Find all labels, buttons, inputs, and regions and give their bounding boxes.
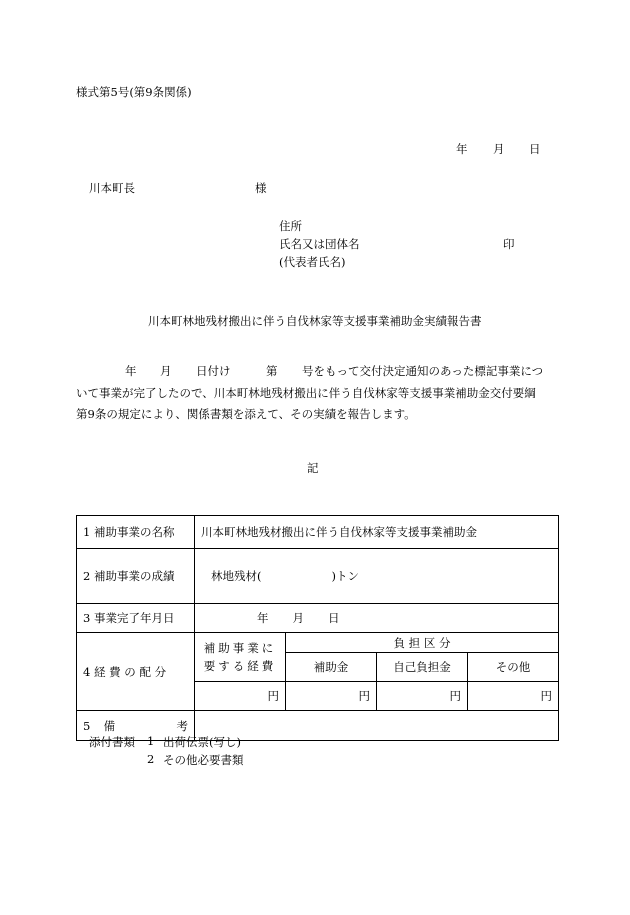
form-number: 様式第5号(第9条関係) (76, 85, 192, 99)
subheader-self-burden: 自己負担金 (377, 653, 468, 682)
body-no-prefix: 第 (266, 364, 278, 378)
subsidy-unit: 円 (286, 682, 377, 711)
body-month: 月 (160, 364, 172, 378)
row2-label: 2 補助事業の成績 (77, 549, 195, 604)
subheader-other: その他 (468, 653, 559, 682)
cost-header-line1: 補助事業に (203, 641, 277, 655)
attachment-1-text: 出荷伝票(写し) (163, 735, 241, 749)
row2-value (195, 549, 559, 604)
burden-header: 負 担 区 分 (286, 633, 559, 653)
body-day: 日付け (196, 364, 231, 378)
subheader-subsidy: 補助金 (286, 653, 377, 682)
row1-label: 1 補助事業の名称 (77, 516, 195, 549)
row5-text2: 考 (176, 718, 188, 733)
row2-value-prefix: 林地残材( (211, 569, 262, 583)
other-unit: 円 (468, 682, 559, 711)
attachment-2-num: 2 (147, 752, 155, 766)
row1-value: 川本町林地残材搬出に伴う自伐林家等支援事業補助金 (195, 516, 559, 549)
row4-label: 4 経 費 の 配 分 (77, 633, 195, 711)
cost-total-unit: 円 (195, 682, 286, 711)
date-year: 年 (456, 142, 468, 156)
row3-label: 3 事業完了年月日 (77, 604, 195, 633)
self-burden-unit: 円 (377, 682, 468, 711)
document-title: 川本町林地残材搬出に伴う自伐林家等支援事業補助金実績報告書 (148, 314, 482, 328)
row3-year: 年 (257, 611, 269, 625)
name-label: 氏名又は団体名 (279, 237, 360, 251)
address-label: 住所 (279, 219, 302, 233)
body-line1-rest: 号をもって交付決定通知のあった標記事業につ (302, 364, 544, 378)
row5-text1: 備 (103, 718, 116, 733)
attachment-1-num: 1 (147, 734, 155, 748)
report-table (76, 515, 559, 741)
body-year: 年 (125, 364, 137, 378)
attachments-label: 添付書類 (89, 735, 135, 749)
attachment-2-text: その他必要書類 (163, 753, 244, 767)
cost-header (195, 633, 286, 682)
date-month: 月 (493, 142, 505, 156)
row3-month: 月 (292, 611, 304, 625)
body-line2: いて事業が完了したので、川本町林地残材搬出に伴う自伐林家等支援事業補助金交付要綱 (76, 386, 536, 400)
row2-value-suffix: )トン (331, 569, 359, 583)
addressee-honorific: 様 (255, 181, 267, 195)
date-day: 日 (529, 142, 541, 156)
ki-heading: 記 (307, 461, 319, 475)
row3-value (195, 604, 559, 633)
addressee-name: 川本町長 (89, 181, 135, 195)
seal-mark: 印 (503, 237, 515, 251)
body-line3: 第9条の規定により、関係書類を添えて、その実績を報告します。 (76, 407, 416, 421)
cost-header-line2: 要する経費 (203, 659, 277, 673)
row3-day: 日 (328, 611, 340, 625)
row5-value (195, 711, 559, 741)
representative-label: (代表者氏名) (279, 255, 346, 269)
row5-num: 5 (83, 718, 91, 733)
